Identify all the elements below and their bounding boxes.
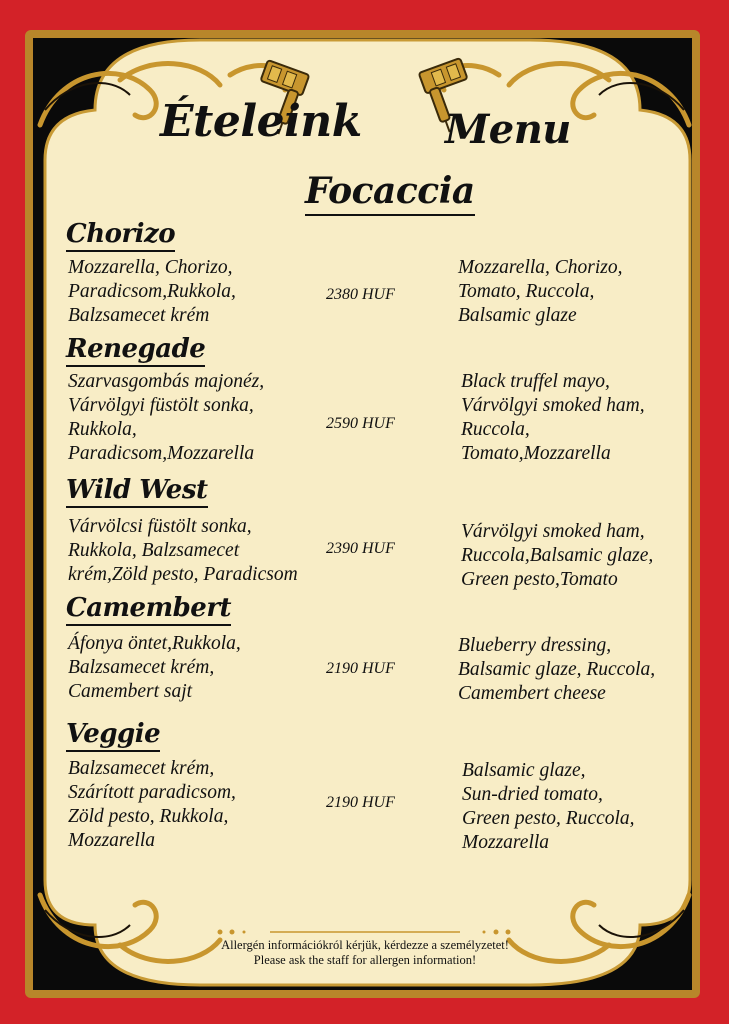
item-price-camembert: 2190 HUF — [326, 660, 395, 677]
item-name-renegade: Renegade — [66, 333, 205, 367]
menu-title-en: Menu — [445, 106, 571, 153]
item-desc-hu-chorizo: Mozzarella, Chorizo, Paradicsom,Rukkola, Balzsamecet krém — [68, 257, 236, 326]
item-desc-hu-wild-west: Várvölcsi füstölt sonka, Rukkola, Balzsamecet krém,Zöld pesto, Paradicsom — [68, 516, 298, 585]
item-desc-en-camembert: Blueberry dressing, Balsamic glaze, Ruccola, Camembert cheese — [458, 635, 656, 704]
item-name-camembert: Camembert — [66, 592, 231, 626]
item-price-renegade: 2590 HUF — [326, 415, 395, 432]
allergen-note-en: Please ask the staff for allergen information! — [253, 953, 477, 967]
allergen-note — [140, 938, 590, 968]
item-name-veggie: Veggie — [66, 718, 160, 752]
item-desc-en-chorizo: Mozzarella, Chorizo, Tomato, Ruccola, Balsamic glaze — [458, 257, 623, 326]
item-desc-hu-renegade: Szarvasgombás majonéz, Várvölgyi füstölt sonka, Rukkola, Paradicsom,Mozzarella — [68, 371, 265, 464]
item-desc-en-renegade: Black truffel mayo, Várvölgyi smoked ham, Ruccola, Tomato,Mozzarella — [461, 371, 645, 464]
item-name-wild-west: Wild West — [66, 474, 208, 508]
item-name-chorizo: Chorizo — [66, 218, 175, 252]
item-price-wild-west: 2390 HUF — [326, 540, 395, 557]
item-price-chorizo: 2380 HUF — [326, 286, 395, 303]
item-desc-hu-veggie: Balzsamecet krém, Szárított paradicsom, Zöld pesto, Rukkola, Mozzarella — [68, 758, 236, 851]
allergen-note-hu: Allergén információkról kérjük, kérdezze a személyzetet! — [221, 938, 509, 952]
item-desc-en-wild-west: Várvölgyi smoked ham, Ruccola,Balsamic glaze, Green pesto,Tomato — [461, 521, 654, 590]
item-price-veggie: 2190 HUF — [326, 794, 395, 811]
item-desc-hu-camembert: Áfonya öntet,Rukkola, Balzsamecet krém, Camembert sajt — [68, 633, 241, 702]
section-title: Focaccia — [305, 170, 475, 216]
menu-title-hu: Ételeink — [160, 96, 362, 147]
item-desc-en-veggie: Balsamic glaze, Sun-dried tomato, Green pesto, Ruccola, Mozzarella — [462, 760, 635, 853]
